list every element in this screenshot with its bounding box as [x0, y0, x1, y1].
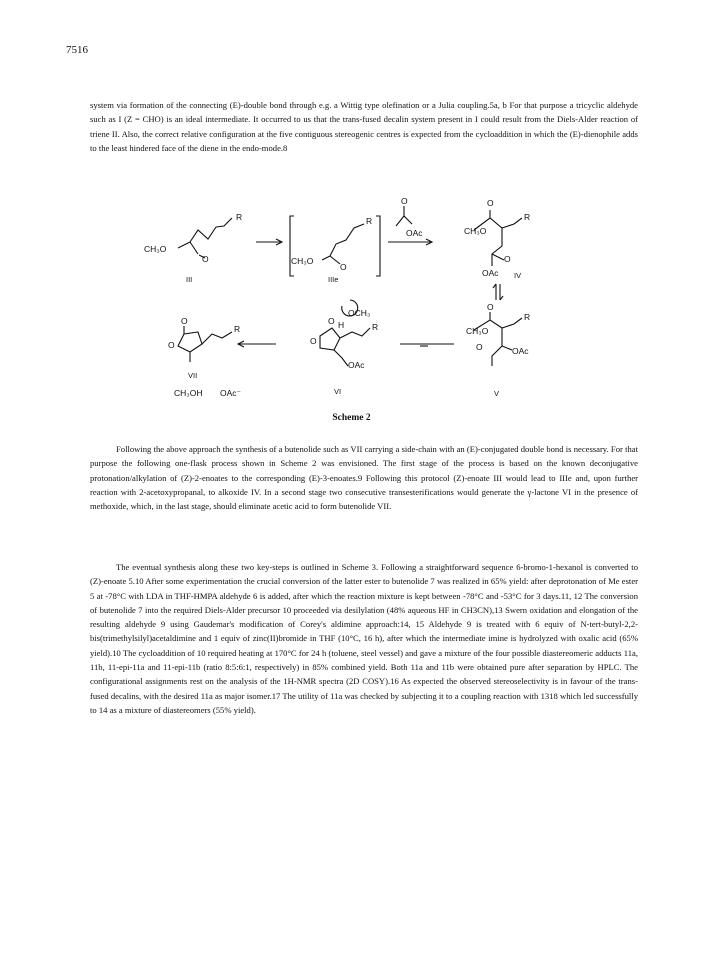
label-oac: OAc [348, 360, 365, 370]
label-o: O [340, 262, 347, 272]
label-ch3o: CH₃O [291, 256, 314, 266]
label-r: R [236, 212, 243, 222]
label-oac-minus: OAc⁻ [220, 388, 242, 398]
label-o: O [504, 254, 511, 264]
label-ch3o: CH₃O [464, 226, 487, 236]
label-IV: IV [514, 271, 522, 280]
paragraph-synthesis [90, 560, 638, 717]
label-III: III [186, 275, 193, 284]
label-och3: OCH₃ [348, 308, 371, 318]
label-r: R [524, 212, 531, 222]
paragraph-synthesis-text: The eventual synthesis along these two key-steps is outlined in Scheme 3. Following a straightforward sequence 6-bromo-1-hexanol is converted to (Z)-enoate 5.10 After some experimentation the crucial conversion of the latter ester to butenolide 7 was realized in 65% yield: after deprotonation of Me ester 5 at -78°C with LDA in THF-HMPA aldehyde 6 is added, after which the reaction mixture is kept between -78°C and -53°C for 3 days.11, 12 The conversion of butenolide 7 into the required Diels-Alder precursor 10 proceeded via desilylation (48% aqueous HF in CH3CN),13 Swern oxidation and elongation of the resulting aldehyde 9 using Gaudemar's modification of Corey's aldimine approach:14, 15 Aldehyde 9 is treated with 6 equiv of N-tert-butyl-2,2-bis(trimethylsilyl)acetaldimine and 1 equiv of zinc(II)bromide in THF (10°C, 16 h), after which the intermediate imine is hydrolyzed with oxalic acid (65% yield).10 The cycloaddition of 10 required heating at 170°C for 24 h (toluene, steel vessel) and gave a mixture of the four possible diastereomeric adducts 11a, 11b, 11-epi-11a and 11-epi-11b (ratio 8:5:6:1, respectively) in 85% combined yield. Both 11a and 11b were obtained pure after separation by HPLC. The configurational assignments rest on the analysis of the 1H-NMR spectra (2D COSY).16 As expected the observed stereoselectivity is in favour of the trans-fused decalins, with the desired 11a as major isomer.17 The utility of 11a was checked by subjecting it to a coupling reaction with 1318 which led successfully to 14 as a mixture of diastereomers (55% yield). [90, 562, 638, 715]
label-V: V [494, 389, 500, 398]
paragraph-approach [90, 442, 638, 513]
reagent-acetoxypropanal [396, 196, 423, 238]
scheme-caption: Scheme 2 [332, 413, 371, 423]
compound-VII [168, 316, 241, 398]
label-o: O [487, 198, 494, 208]
paragraph-intro-text: system via formation of the connecting (E)-double bond through e.g. a Wittig type olefination or a Julia coupling.5a, b For that purpose a tricyclic aldehyde such as I (Z = CHO) is an ideal intermediate. It occurred to us that the trans-fused decalin system present in I could result from the Diels-Alder reaction of triene II. Also, the correct relative configuration at the five contiguous stereogenic centres is expected from the cycloaddition in which the (E)-dienophile adds to the least hindered face of the diene in the endo-mode.8 [90, 100, 638, 153]
label-r: R [524, 312, 531, 322]
label-oac: OAc [406, 228, 423, 238]
label-o: O [181, 316, 188, 326]
label-VI: VI [334, 387, 342, 396]
label-ch3o: CH₃O [144, 244, 167, 254]
compound-VI [310, 300, 378, 396]
label-o: O [310, 336, 317, 346]
compound-IV [464, 198, 530, 280]
paragraph-intro [90, 98, 638, 155]
page-number: 7516 [66, 44, 88, 56]
label-ch3oh: CH₃OH [174, 388, 203, 398]
label-o: O [168, 340, 175, 350]
label-r: R [234, 324, 241, 334]
label-o: O [401, 196, 408, 206]
scheme-2-diagram [144, 196, 560, 411]
label-h: H [338, 320, 345, 330]
label-r: R [366, 216, 373, 226]
compound-III [144, 212, 242, 284]
label-oac: OAc [512, 346, 529, 356]
label-VII: VII [188, 371, 198, 380]
label-o: O [202, 254, 209, 264]
label-oac: OAc [482, 268, 499, 278]
label-o: O [476, 342, 483, 352]
equilibrium-arrow [493, 284, 503, 300]
compound-V [466, 302, 530, 398]
label-o: O [487, 302, 494, 312]
paragraph-approach-text: Following the above approach the synthesis of a butenolide such as VII carrying a side-chain with an (E)-conjugated double bond is necessary. For that purpose the following one-flask process shown in Scheme 2 was envisioned. The first stage of the process is based on the known deconjugative protonation/alkylation of (Z)-2-enoates to the corresponding (E)-3-enoates.9 Following this protocol (Z)-enoate III would lead to IIIe and, upon further reaction with 2-acetoxypropanal, to alkoxide IV. In a second stage two consecutive transesterifications would generate the γ-lactone VI in the presence of methoxide, which, in the last stage, should eliminate acetic acid to form butenolide VII. [90, 444, 638, 512]
label-o: O [328, 316, 335, 326]
label-IIIe: IIIe [328, 275, 339, 284]
label-r: R [372, 322, 379, 332]
label-ch3o: CH₃O [466, 326, 489, 336]
compound-IIIe [290, 216, 380, 284]
